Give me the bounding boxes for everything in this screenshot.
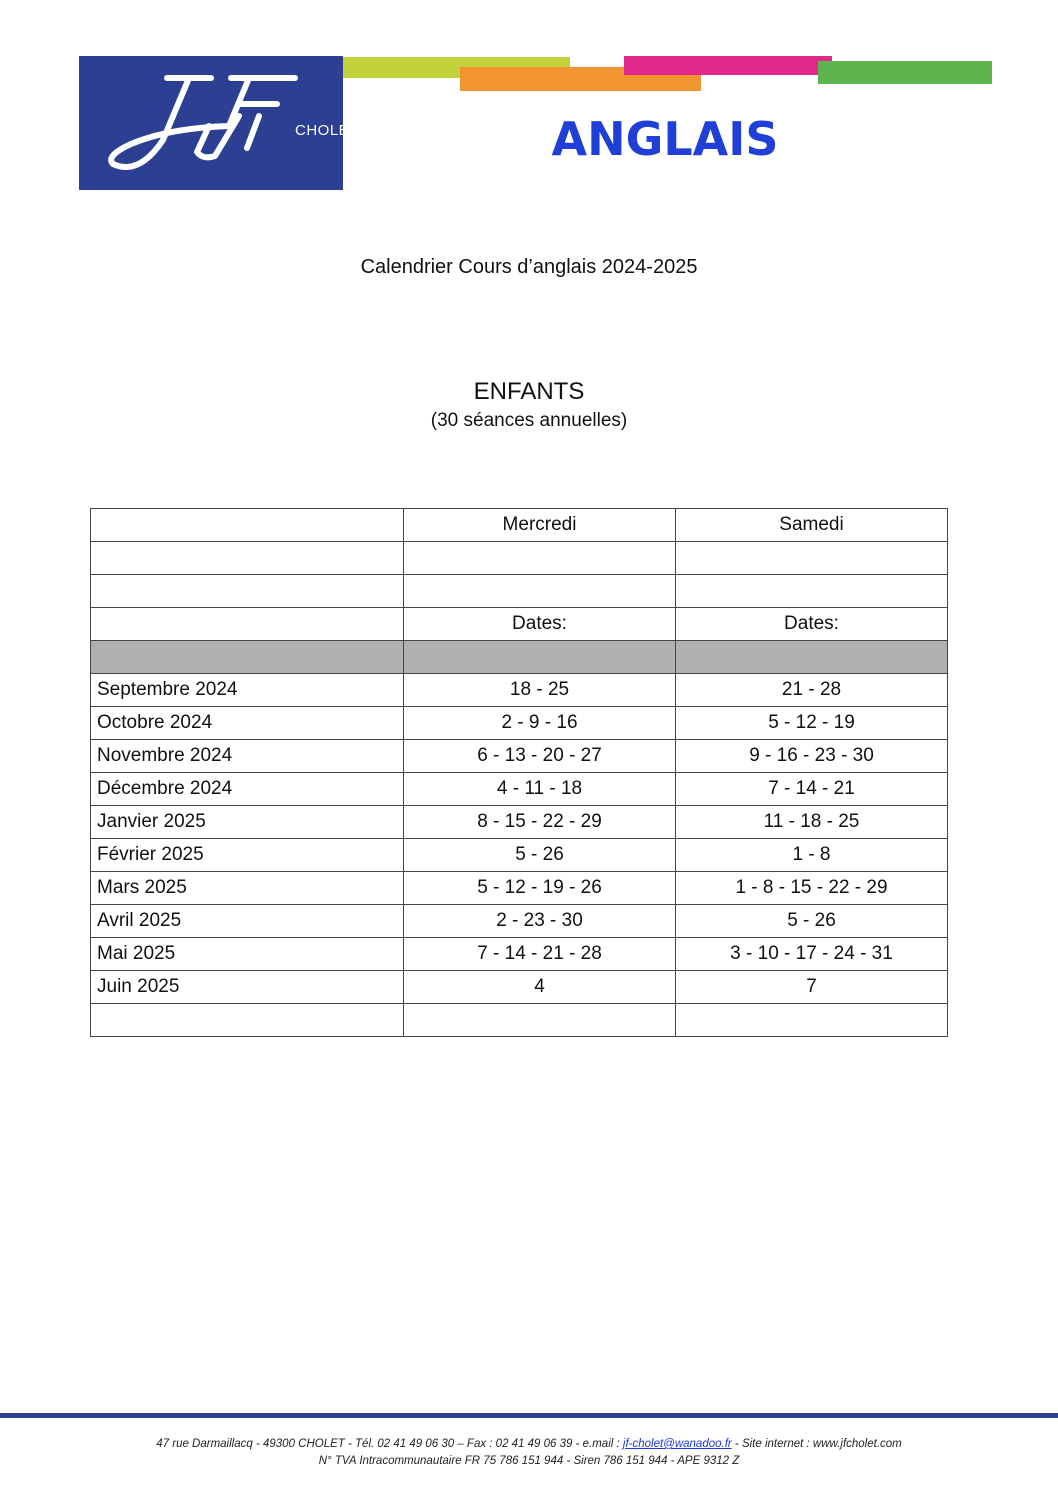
footer-legal: N° TVA Intracommunautaire FR 75 786 151 944 - Siren 786 151 944 - APE 9312 Z (318, 1455, 740, 1467)
saturday-dates-cell: 1 - 8 - 15 - 22 - 29 (676, 872, 948, 905)
table-row (91, 971, 948, 1004)
saturday-dates-cell: 5 - 26 (676, 905, 948, 938)
logo (79, 56, 359, 190)
saturday-dates-cell: 7 (676, 971, 948, 1004)
table-row (91, 740, 948, 773)
table-row (91, 608, 948, 641)
table-cell (91, 1004, 404, 1037)
table-row (91, 806, 948, 839)
logo-text: CHOLET (295, 122, 359, 139)
table-cell (404, 641, 676, 674)
page-title: ANGLAIS (551, 112, 779, 166)
table-row-separator (91, 641, 948, 674)
table-cell (91, 641, 404, 674)
wednesday-dates-cell: 4 - 11 - 18 (404, 773, 676, 806)
table-cell (91, 608, 404, 641)
table-row (91, 1004, 948, 1037)
table-cell: Dates: (676, 608, 948, 641)
saturday-dates-cell: 3 - 10 - 17 - 24 - 31 (676, 938, 948, 971)
table-row (91, 905, 948, 938)
month-cell: Décembre 2024 (91, 773, 404, 806)
table-cell (676, 542, 948, 575)
decor-bar-magenta (624, 56, 832, 75)
wednesday-dates-cell: 5 - 12 - 19 - 26 (404, 872, 676, 905)
calendar-table (90, 508, 948, 1037)
footer-address: 47 rue Darmaillacq - 49300 CHOLET - Tél. 02 41 49 06 30 – Fax : 02 41 49 06 39 - e.mail : (156, 1438, 623, 1450)
wednesday-dates-cell: 2 - 23 - 30 (404, 905, 676, 938)
table-cell (676, 1004, 948, 1037)
table-row (91, 872, 948, 905)
saturday-dates-cell: 7 - 14 - 21 (676, 773, 948, 806)
table-header-cell: Mercredi (404, 509, 676, 542)
table-row (91, 707, 948, 740)
saturday-dates-cell: 21 - 28 (676, 674, 948, 707)
table-row (91, 542, 948, 575)
saturday-dates-cell: 9 - 16 - 23 - 30 (676, 740, 948, 773)
table-cell (91, 542, 404, 575)
month-cell: Mai 2025 (91, 938, 404, 971)
table-row (91, 938, 948, 971)
footer-contact (0, 1438, 1058, 1450)
saturday-dates-cell: 5 - 12 - 19 (676, 707, 948, 740)
footer-divider (0, 1413, 1058, 1418)
saturday-dates-cell: 11 - 18 - 25 (676, 806, 948, 839)
wednesday-dates-cell: 7 - 14 - 21 - 28 (404, 938, 676, 971)
wednesday-dates-cell: 6 - 13 - 20 - 27 (404, 740, 676, 773)
wednesday-dates-cell: 2 - 9 - 16 (404, 707, 676, 740)
saturday-dates-cell: 1 - 8 (676, 839, 948, 872)
month-cell: Juin 2025 (91, 971, 404, 1004)
month-cell: Février 2025 (91, 839, 404, 872)
table-header-cell: Samedi (676, 509, 948, 542)
table-cell (676, 641, 948, 674)
table-row (91, 773, 948, 806)
section-title: ENFANTS (473, 378, 585, 405)
table-cell (404, 575, 676, 608)
decor-bar-green (818, 61, 992, 84)
month-cell: Janvier 2025 (91, 806, 404, 839)
table-header-row (91, 509, 948, 542)
calendar-subtitle: Calendrier Cours d’anglais 2024-2025 (360, 256, 698, 278)
wednesday-dates-cell: 5 - 26 (404, 839, 676, 872)
table-cell (91, 575, 404, 608)
table-row (91, 674, 948, 707)
wednesday-dates-cell: 8 - 15 - 22 - 29 (404, 806, 676, 839)
section-note: (30 séances annuelles) (430, 410, 628, 431)
wednesday-dates-cell: 4 (404, 971, 676, 1004)
month-cell: Avril 2025 (91, 905, 404, 938)
month-cell: Octobre 2024 (91, 707, 404, 740)
table-row (91, 575, 948, 608)
footer-email-link[interactable]: jf-cholet@wanadoo.fr (622, 1438, 732, 1450)
table-header-cell (91, 509, 404, 542)
month-cell: Septembre 2024 (91, 674, 404, 707)
month-cell: Mars 2025 (91, 872, 404, 905)
table-row (91, 839, 948, 872)
table-cell (404, 1004, 676, 1037)
table-cell (676, 575, 948, 608)
wednesday-dates-cell: 18 - 25 (404, 674, 676, 707)
table-cell: Dates: (404, 608, 676, 641)
footer-website: - Site internet : www.jfcholet.com (731, 1438, 902, 1450)
month-cell: Novembre 2024 (91, 740, 404, 773)
table-cell (404, 542, 676, 575)
